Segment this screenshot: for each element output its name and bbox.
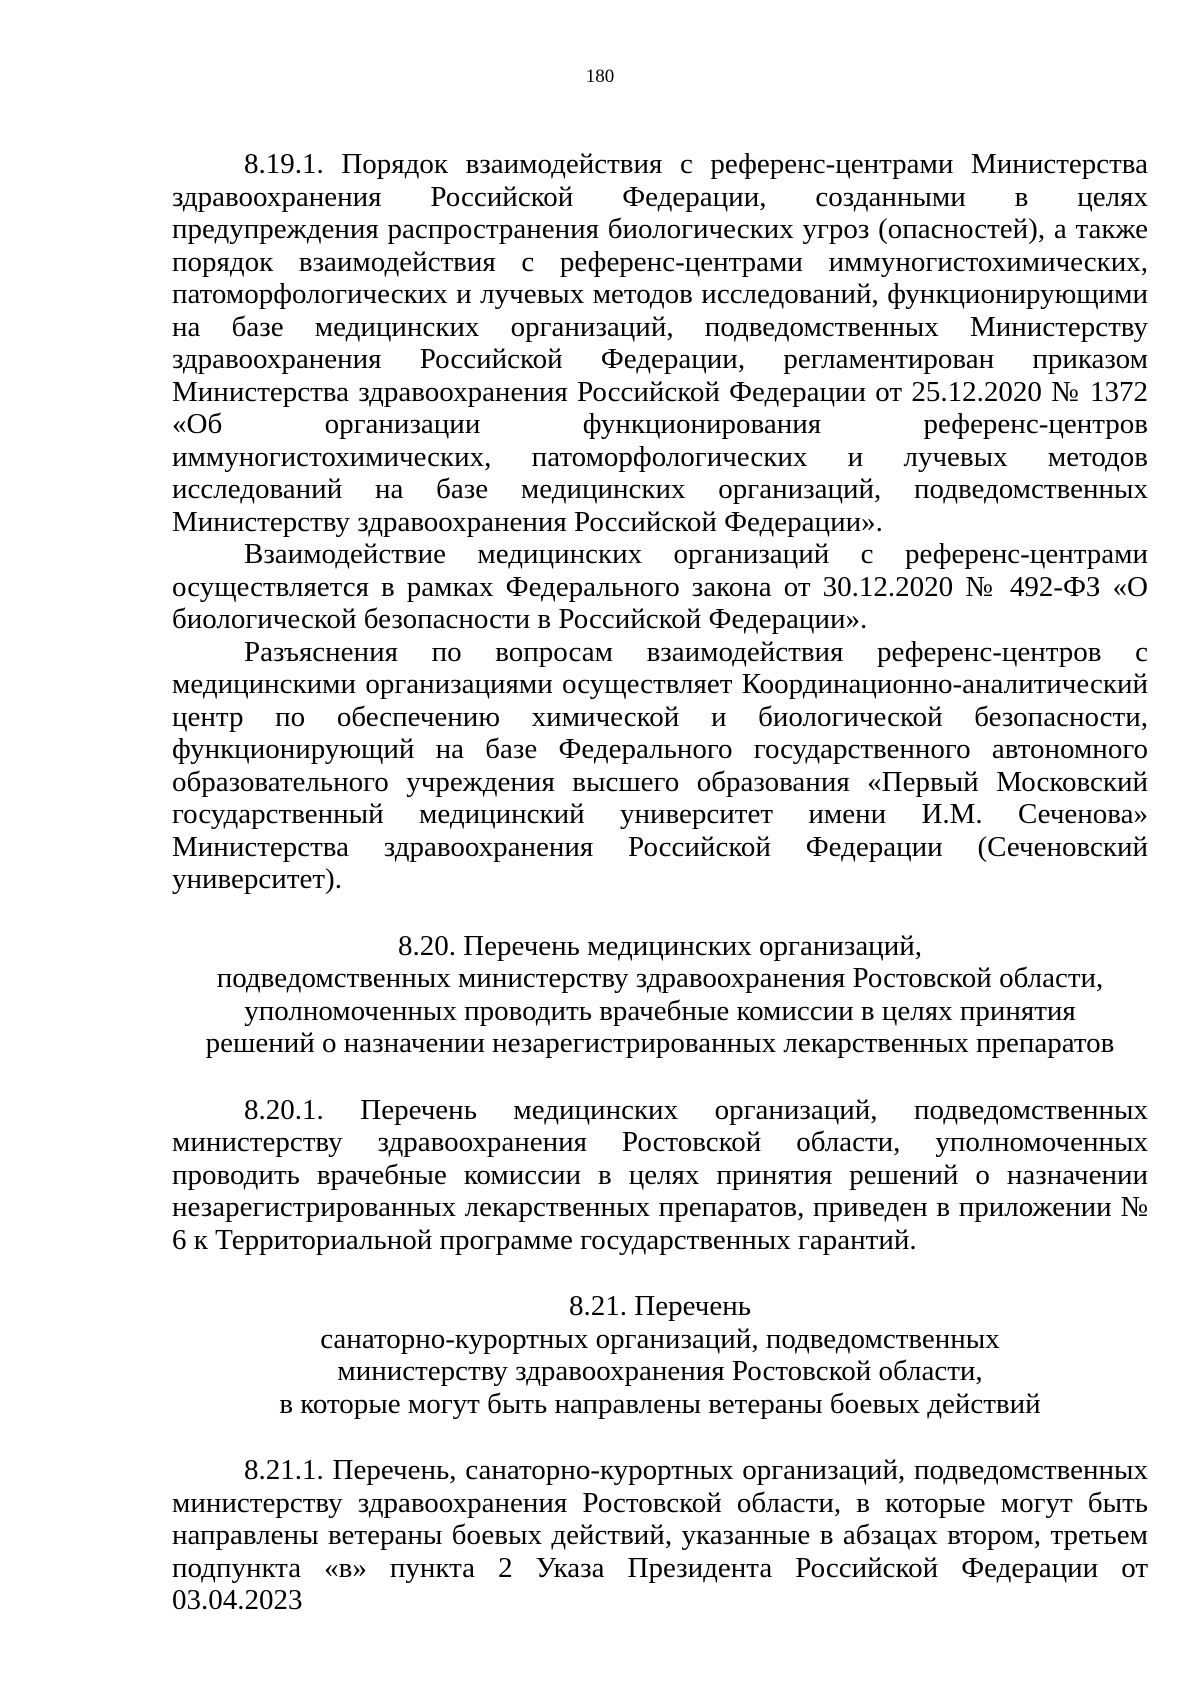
page-number: 180 [585, 66, 615, 87]
paragraph-8-20-1: 8.20.1. Перечень медицинских организаций, подведомственных министерству здравоохранения Ростовской области, уполномоченных проводить врачебные комиссии в целях принятия решений о назначении незарегистрированных лекарственных препаратов, приведен в приложении № 6 к Территориальной программе государственных гарантий. [172, 1093, 1148, 1256]
heading-line: в которые могут быть направлены ветераны боевых действий [279, 1387, 1041, 1420]
heading-line: 8.20. Перечень медицинских организаций, [397, 929, 922, 962]
paragraph-clarifications: Разъяснения по вопросам взаимодействия референс-центров с медицинскими организациями осуществляет Координационно-аналитический центр по обеспечению химической и биологической безопасности, функционирующий на базе Федерального государственного автономного образовательного учреждения высшего образования «Первый Московский государственный медицинский университет имени И.М. Сеченова» Министерства здравоохранения Российской Федерации (Сеченовский университет). [172, 635, 1148, 895]
spacer [172, 1060, 1148, 1094]
document-body [172, 148, 1148, 1617]
heading-line: подведомственных министерству здравоохранения Ростовской области, [216, 962, 1104, 994]
section-heading-8-20 [172, 930, 1148, 1060]
spacer [172, 1256, 1148, 1290]
spacer [172, 896, 1148, 930]
section-heading-8-21 [172, 1290, 1148, 1420]
heading-line: 8.21. Перечень [569, 1290, 751, 1322]
spacer [172, 1420, 1148, 1454]
paragraph-8-19-1: 8.19.1. Порядок взаимодействия с референс-центрами Министерства здравоохранения Российской Федерации, созданными в целях предупреждения распространения биологических угроз (опасностей), а также порядок взаимодействия с референс-центрами иммуногистохимических, патоморфологических и лучевых методов исследований, функционирующими на базе медицинских организаций, подведомственных Министерству здравоохранения Российской Федерации, регламентирован приказом Министерства здравоохранения Российской Федерации от 25.12.2020 № 1372 «Об организации функционирования референс-центров иммуногистохимических, патоморфологических и лучевых методов исследований на базе медицинских организаций, подведомственных Министерству здравоохранения Российской Федерации». [172, 148, 1148, 538]
heading-line: решений о назначении незарегистрированных лекарственных препаратов [205, 1027, 1115, 1059]
heading-line: министерству здравоохранения Ростовской области, [337, 1355, 983, 1387]
paragraph-interaction: Взаимодействие медицинских организаций с референс-центрами осуществляется в рамках Федерального закона от 30.12.2020 № 492-ФЗ «О биологической безопасности в Российской Федерации». [172, 538, 1148, 635]
paragraph-8-21-1: 8.21.1. Перечень, санаторно-курортных организаций, подведомственных министерству здравоохранения Ростовской области, в которые могут быть направлены ветераны боевых действий, указанные в абзацах втором, третьем подпункта «в» пункта 2 Указа Президента Российской Федерации от 03.04.2023 [172, 1454, 1148, 1616]
heading-line: санаторно-курортных организаций, подведомственных [320, 1322, 1000, 1355]
heading-line: уполномоченных проводить врачебные комиссии в целях принятия [244, 994, 1076, 1027]
